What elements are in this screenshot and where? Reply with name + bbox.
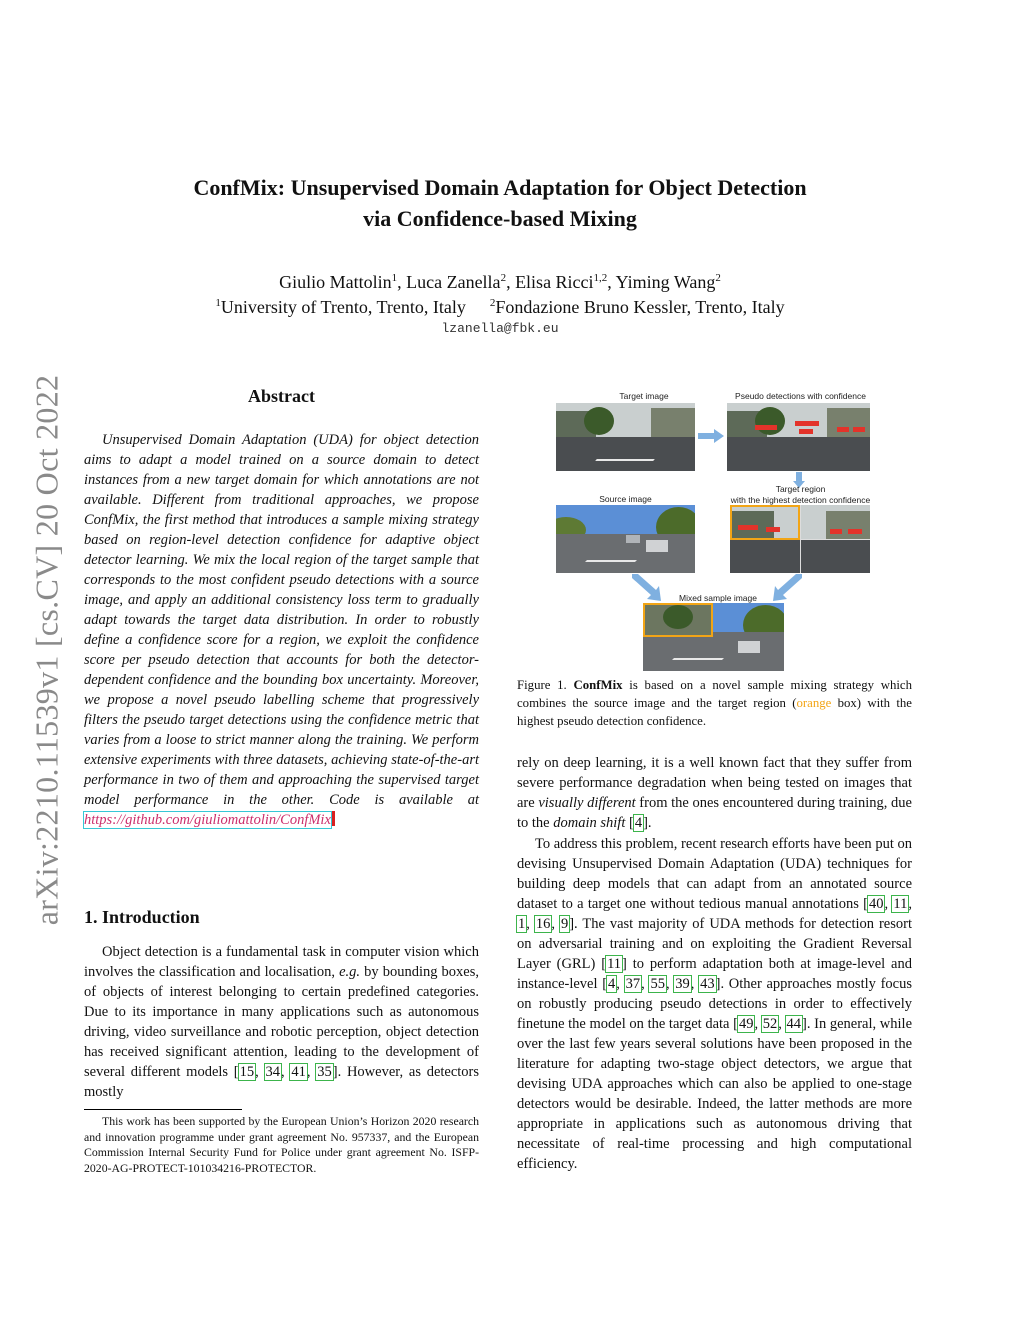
citation[interactable]: 52 xyxy=(762,1016,778,1032)
affiliations xyxy=(80,294,920,320)
title-line-1: ConfMix: Unsupervised Domain Adaptation for Object Detection xyxy=(193,175,807,200)
citation[interactable]: 43 xyxy=(700,976,715,992)
citation[interactable]: 1 xyxy=(518,916,526,932)
figure-caption: Figure 1. ConfMix is based on a novel sample mixing strategy which combines the source image and the target region (orange box) with the highest pseudo detection confidence. xyxy=(517,678,912,728)
citation[interactable]: 40 xyxy=(868,896,884,912)
citation[interactable]: 11 xyxy=(607,956,622,972)
code-link[interactable]: https://github.com/giuliomattolin/ConfMix xyxy=(84,812,331,828)
link-end-marker xyxy=(331,811,335,826)
detection-box xyxy=(799,429,813,434)
arxiv-stamp xyxy=(27,355,67,945)
pseudo-detections-image xyxy=(727,403,870,471)
detection-box xyxy=(830,529,842,534)
detection-box xyxy=(755,425,777,430)
citation[interactable]: 44 xyxy=(786,1016,802,1032)
arrow-diagonal-left-icon xyxy=(772,574,804,602)
label-target-region-2: with the highest detection confidence xyxy=(730,495,871,505)
citation[interactable]: 16 xyxy=(535,916,551,932)
detection-box xyxy=(853,427,865,432)
detection-box xyxy=(837,427,849,432)
intro-paragraph: Object detection is a fundamental task in computer vision which involves the classification and localisation, e.g. by bounding boxes, of objects of interest belonging to certain predefined categories. Due to its importance in many applications such as autonomous driving, video surveillance and robotic perception, object detection has received significant attention, leading to the development of several different models [15, 34, 41, 35]. However, as detectors mostly xyxy=(84,944,480,1100)
citation[interactable]: 9 xyxy=(560,916,569,932)
affil-1-mark: 1 xyxy=(215,297,221,309)
author-1-affil: 1 xyxy=(391,272,398,284)
label-target-region-1: Target region xyxy=(775,484,826,494)
mixed-highlight-box xyxy=(643,603,713,637)
citation[interactable]: 55 xyxy=(650,976,665,992)
source-image xyxy=(556,505,695,573)
right-paragraph-1: rely on deep learning, it is a well known fact that they suffer from severe performance degradation when being tested on images that are visually different from the ones encountered during training, due to the domain shift [4]. xyxy=(517,755,912,831)
figure-1 xyxy=(548,384,928,674)
footnote-rule xyxy=(84,1109,242,1110)
label-pseudo-detections: Pseudo detections with confidence xyxy=(735,391,866,401)
citation[interactable]: 39 xyxy=(675,976,690,992)
citation[interactable]: 37 xyxy=(625,976,641,992)
citation[interactable]: 41 xyxy=(291,1064,306,1080)
affil-2: Fondazione Bruno Kessler, Trento, Italy xyxy=(495,297,785,317)
label-mixed-image: Mixed sample image xyxy=(679,593,757,603)
mixed-image xyxy=(643,603,784,671)
paper-title xyxy=(80,172,920,234)
label-target-image: Target image xyxy=(619,391,669,401)
title-line-2: via Confidence-based Mixing xyxy=(363,206,637,231)
citation[interactable]: 4 xyxy=(634,815,643,831)
abstract-text: Unsupervised Domain Adaptation (UDA) for object detection aims to adapt a model trained on a source domain to detect instances from a new target domain for which annotations are not available. Different from traditional approaches, we propose ConfMix, the first method that introduces a sample mixing strategy based on region-level detection confidence for adaptive object detector learning. We mix the local region of the target sample that corresponds to the most confident pseudo detections with a source image, and apply an additional consistency loss term to gradually adapt towards the target data distribution. In order to robustly define a confidence score for a region, we exploit the confidence score per pseudo detection that accounts for both the detector-dependent confidence and the bounding box uncertainty. Moreover, we propose a novel pseudo labelling scheme that progressively filters the pseudo target detections using the confidence metric that varies from a loose to strict manner along the training. We perform extensive experiments with three datasets, achieving state-of-the-art performance in two of them and approaching the supervised target model performance in the other. Code is available at xyxy=(84,432,479,808)
highlight-box xyxy=(730,505,800,540)
footnote: This work has been supported by the European Union’s Horizon 2020 research and innovation programme under grant agreement No. 957337, and the European Commission Internal Security Fund for Police under grant agreement No. ISFP-2020-AG-PROTECT-101034216-PROTECTOR. xyxy=(84,1114,479,1175)
abstract-heading: Abstract xyxy=(248,386,315,406)
citation[interactable]: 11 xyxy=(893,896,908,912)
citation[interactable]: 15 xyxy=(239,1064,255,1080)
author-4: Yiming Wang xyxy=(615,272,716,292)
label-source-image: Source image xyxy=(599,494,652,504)
arxiv-id: arXiv:2210.11539v1 [cs.CV] 20 Oct 2022 xyxy=(28,374,65,926)
arrow-diagonal-right-icon xyxy=(630,574,662,602)
abstract-body xyxy=(84,430,479,830)
affil-1: University of Trento, Trento, Italy xyxy=(220,297,466,317)
author-2-affil: 2 xyxy=(500,272,507,284)
author-1: Giulio Mattolin xyxy=(279,272,392,292)
citation[interactable]: 35 xyxy=(317,1064,332,1080)
contact-email[interactable]: lzanella@fbk.eu xyxy=(441,321,559,336)
author-3-affil: 1,2 xyxy=(593,272,608,284)
arrow-right-icon xyxy=(698,429,724,443)
citation[interactable]: 34 xyxy=(265,1064,281,1080)
authors: Giulio Mattolin$^1$, Luca Zanella$^2$, Elisa Ricci$^{1,2}$, Yiming Wang$^2$ xyxy=(279,272,721,292)
detection-box xyxy=(848,529,862,534)
target-region-image xyxy=(730,505,870,573)
author-3: Elisa Ricci xyxy=(515,272,594,292)
target-image xyxy=(556,403,695,471)
author-4-affil: 2 xyxy=(715,272,721,284)
right-paragraph-2: To address this problem, recent research efforts have been put on devising Unsupervised Domain Adaptation (UDA) techniques for building deep models that can adapt from an annotated source dataset to a target one without tedious manual annotations [40, 11, 1, 16, 9]. The vast majority of UDA methods for detection resort on adversarial training and on exploiting the Gradient Reversal Layer (GRL) [11] to perform adaptation both at image-level and instance-level [4, 37, 55, 39, 43]. Other approaches mostly focus on robustly producing pseudo detections in order to effectively finetune the model on the target data [49, 52, 44]. In general, while over the last few years several solutions have been proposed in the literature for adapting two-stage object detectors, we argue that devising UDA approaches which can also be applied to one-stage detectors would be desirable. Indeed, the latter methods are more appropriate in applications such as autonomous driving that necessitate of real-time processing and high computational efficiency. xyxy=(517,836,913,1172)
detection-box xyxy=(795,421,819,426)
citation[interactable]: 4 xyxy=(608,976,616,992)
citation[interactable]: 49 xyxy=(738,1016,754,1032)
affil-2-mark: 2 xyxy=(489,297,496,309)
author-2: Luca Zanella xyxy=(406,272,501,292)
intro-heading: 1. Introduction xyxy=(84,907,200,927)
